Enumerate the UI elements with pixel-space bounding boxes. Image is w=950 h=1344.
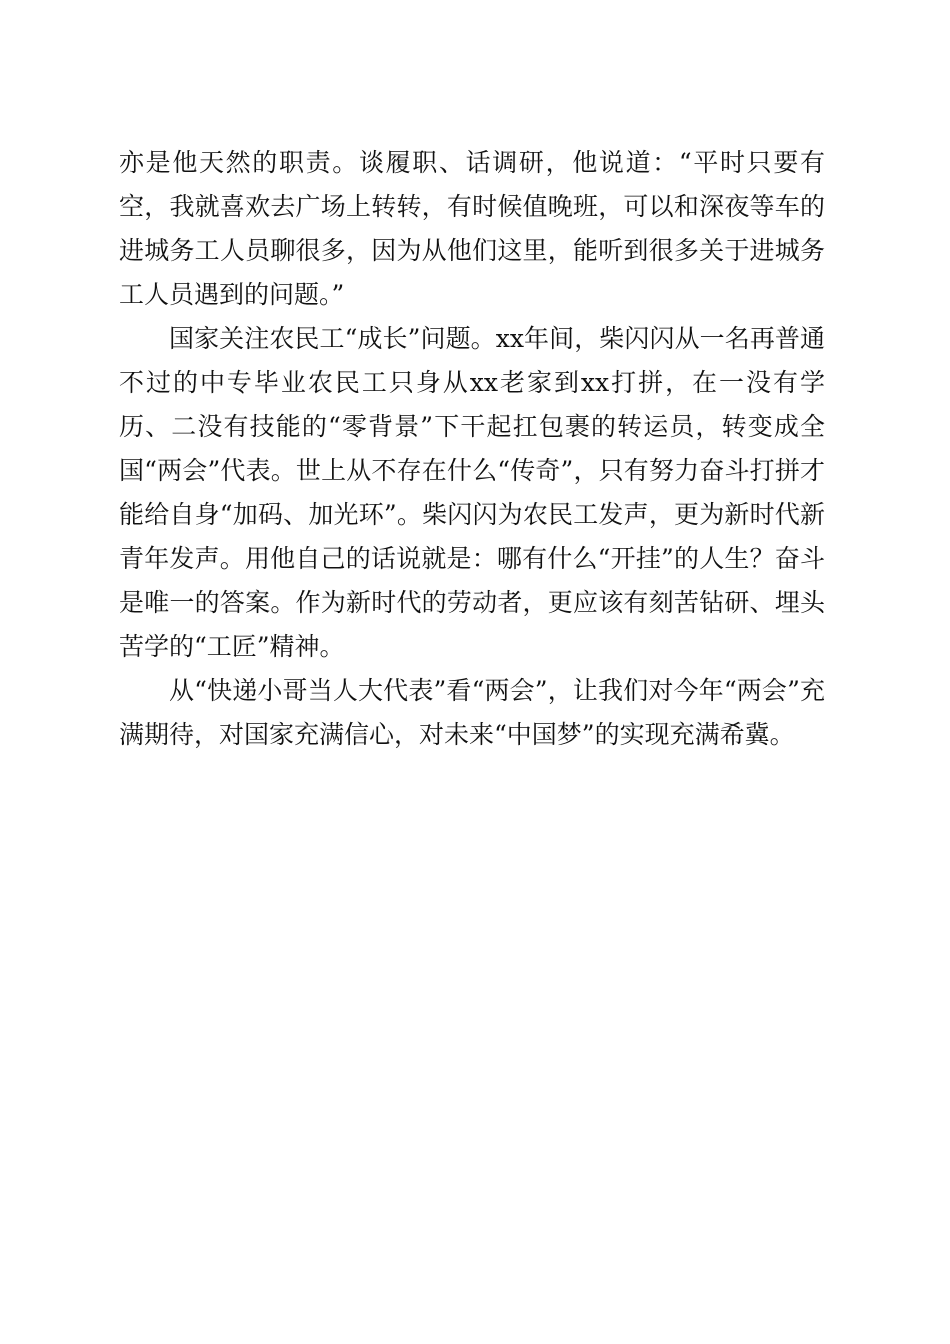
paragraph-migrant-worker-growth: 国家关注农民工“成长”问题。xx年间，柴闪闪从一名再普通不过的中专毕业农民工只身从xx老家到xx打拼，在一没有学历、二没有技能的“零背景”下干起扛包裹的转运员，转变成全国“两会”代表。世上从不存在什么“传奇”，只有努力奋斗打拼才能给自身“加码、加光环”。柴闪闪为农民工发声，更为新时代新青年发声。用他自己的话说就是：哪有什么“开挂”的人生？奋斗是唯一的答案。作为新时代的劳动者，更应该有刻苦钻研、埋头苦学的“工匠”精神。 <box>119 324 825 661</box>
paragraph-continuation: 亦是他天然的职责。谈履职、话调研，他说道：“平时只要有空，我就喜欢去广场上转转，有时候值晚班，可以和深夜等车的进城务工人员聊很多，因为从他们这里，能听到很多关于进城务工人员遇到的问题。” <box>119 148 825 309</box>
document-body <box>119 141 825 757</box>
paragraph-conclusion: 从“快递小哥当人大代表”看“两会”，让我们对今年“两会”充满期待，对国家充满信心，对未来“中国梦”的实现充满希冀。 <box>119 676 825 749</box>
